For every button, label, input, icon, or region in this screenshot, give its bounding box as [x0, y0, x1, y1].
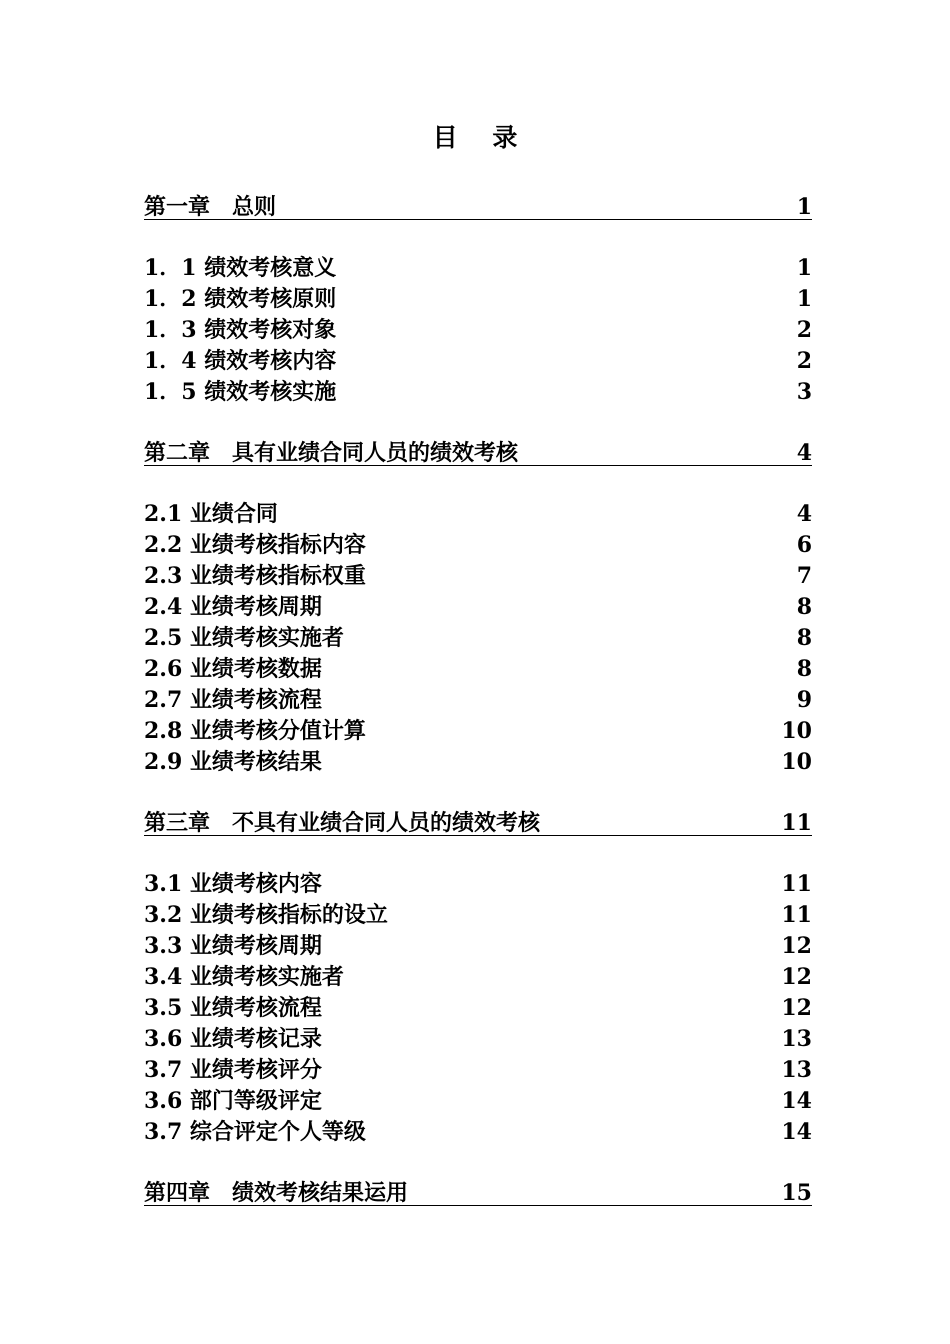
entry-page-number: 10	[781, 718, 812, 744]
entry-label: 1．5 绩效考核实施	[144, 379, 337, 405]
chapter-heading: 第三章 不具有业绩合同人员的绩效考核	[144, 810, 541, 836]
entry-label: 3.6 部门等级评定	[144, 1088, 322, 1114]
toc-chapter-2[interactable]	[144, 437, 812, 466]
entry-label: 2.8 业绩考核分值计算	[144, 718, 366, 744]
entry-page-number: 2	[796, 317, 812, 343]
toc-entry[interactable]	[144, 284, 812, 315]
toc-chapter-3[interactable]	[144, 807, 812, 836]
toc-entry[interactable]	[144, 900, 812, 931]
entry-page-number: 1	[796, 255, 812, 281]
toc-entry[interactable]	[144, 747, 812, 778]
entry-label: 3.7 综合评定个人等级	[144, 1119, 366, 1145]
entry-page-number: 12	[781, 933, 812, 959]
entry-label: 2.4 业绩考核周期	[144, 594, 322, 620]
chapter-page-number: 15	[781, 1180, 812, 1206]
entry-label: 2.9 业绩考核结果	[144, 749, 322, 775]
entry-page-number: 11	[781, 902, 812, 928]
chapter-page-number: 4	[796, 440, 812, 466]
chapter-heading: 第二章 具有业绩合同人员的绩效考核	[144, 440, 519, 466]
toc-entry[interactable]	[144, 499, 812, 530]
entry-page-number: 3	[796, 379, 812, 405]
entry-label: 3.3 业绩考核周期	[144, 933, 322, 959]
entry-page-number: 8	[796, 594, 812, 620]
toc-entry[interactable]	[144, 530, 812, 561]
toc-entry[interactable]	[144, 346, 812, 377]
entry-label: 1．4 绩效考核内容	[144, 348, 337, 374]
entry-page-number: 4	[796, 501, 812, 527]
entry-label: 2.6 业绩考核数据	[144, 656, 322, 682]
entry-page-number: 10	[781, 749, 812, 775]
entry-label: 3.1 业绩考核内容	[144, 871, 322, 897]
entry-page-number: 1	[796, 286, 812, 312]
toc-chapter-1[interactable]	[144, 191, 812, 220]
toc-title: 目 录	[432, 123, 518, 152]
toc-entry[interactable]	[144, 377, 812, 408]
toc-entry[interactable]	[144, 592, 812, 623]
entry-page-number: 6	[796, 532, 812, 558]
entry-page-number: 14	[781, 1088, 812, 1114]
entry-page-number: 7	[796, 563, 812, 589]
entry-label: 1．1 绩效考核意义	[144, 255, 337, 281]
toc-entry[interactable]	[144, 1055, 812, 1086]
chapter-heading: 第一章 总则	[144, 194, 277, 220]
chapter-page-number: 1	[796, 194, 812, 220]
toc-entry[interactable]	[144, 253, 812, 284]
entry-page-number: 11	[781, 871, 812, 897]
entry-label: 3.6 业绩考核记录	[144, 1026, 322, 1052]
entry-label: 3.4 业绩考核实施者	[144, 964, 344, 990]
toc-entry[interactable]	[144, 993, 812, 1024]
toc-entry[interactable]	[144, 931, 812, 962]
entry-page-number: 12	[781, 964, 812, 990]
chapter-heading: 第四章 绩效考核结果运用	[144, 1180, 409, 1206]
toc-entry[interactable]	[144, 962, 812, 993]
entry-page-number: 12	[781, 995, 812, 1021]
toc-entry[interactable]	[144, 654, 812, 685]
toc-entry[interactable]	[144, 1024, 812, 1055]
entry-page-number: 8	[796, 625, 812, 651]
entry-page-number: 13	[781, 1026, 812, 1052]
entry-label: 2.2 业绩考核指标内容	[144, 532, 366, 558]
toc-entry[interactable]	[144, 1086, 812, 1117]
toc-entry[interactable]	[144, 623, 812, 654]
toc-entry[interactable]	[144, 869, 812, 900]
entry-page-number: 14	[781, 1119, 812, 1145]
table-of-contents	[144, 191, 812, 1206]
toc-entry[interactable]	[144, 561, 812, 592]
entry-label: 3.7 业绩考核评分	[144, 1057, 322, 1083]
toc-entry[interactable]	[144, 685, 812, 716]
entry-page-number: 13	[781, 1057, 812, 1083]
chapter-page-number: 11	[781, 810, 812, 836]
entry-label: 3.2 业绩考核指标的设立	[144, 902, 388, 928]
entry-page-number: 2	[796, 348, 812, 374]
entry-label: 3.5 业绩考核流程	[144, 995, 322, 1021]
toc-entry[interactable]	[144, 1117, 812, 1148]
entry-label: 2.1 业绩合同	[144, 501, 278, 527]
entry-label: 2.5 业绩考核实施者	[144, 625, 344, 651]
toc-entry[interactable]	[144, 716, 812, 747]
entry-label: 2.3 业绩考核指标权重	[144, 563, 366, 589]
toc-chapter-4[interactable]	[144, 1177, 812, 1206]
entry-label: 2.7 业绩考核流程	[144, 687, 322, 713]
entry-label: 1．2 绩效考核原则	[144, 286, 337, 312]
entry-page-number: 9	[796, 687, 812, 713]
entry-page-number: 8	[796, 656, 812, 682]
toc-entry[interactable]	[144, 315, 812, 346]
entry-label: 1．3 绩效考核对象	[144, 317, 337, 343]
